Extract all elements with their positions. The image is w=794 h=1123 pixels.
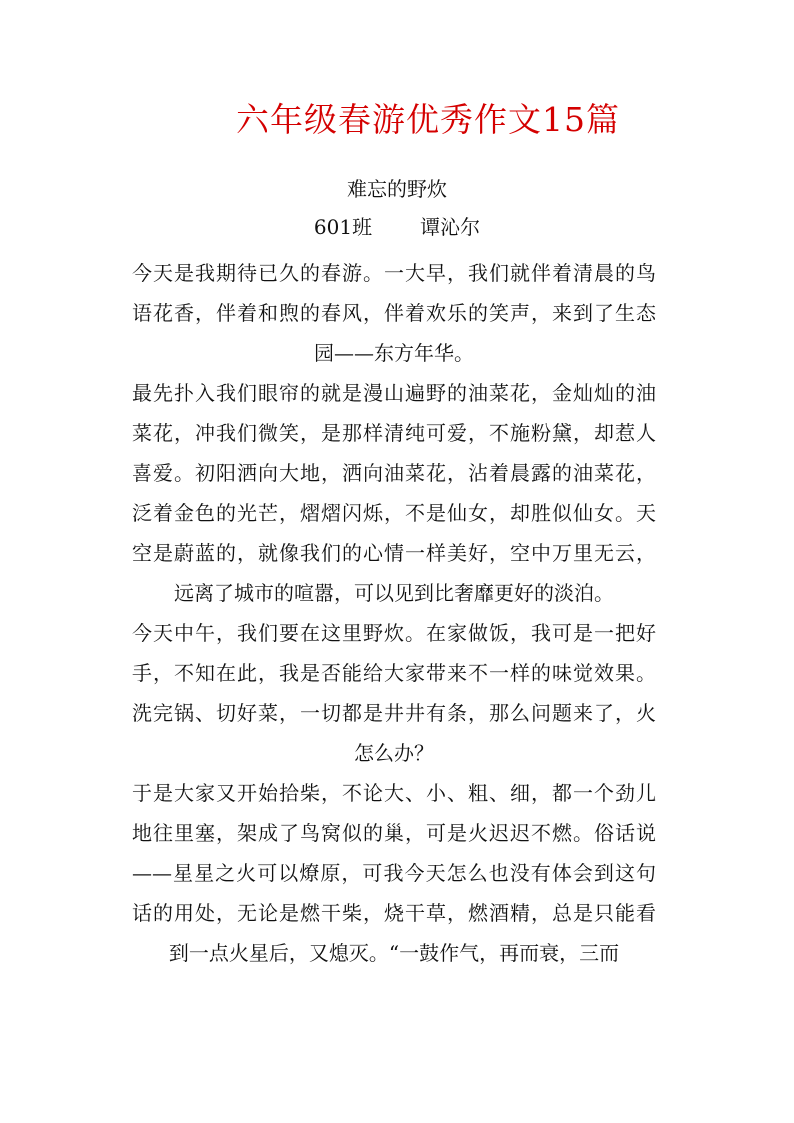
paragraph-line: ——星星之火可以燎原，可我今天怎么也没有体会到这句 <box>132 861 656 885</box>
paragraph-line: 今天中午，我们要在这里野炊。在家做饭，我可是一把好 <box>132 621 656 645</box>
paragraph-line: 远离了城市的喧嚣，可以见到比奢靡更好的淡泊。 <box>174 581 614 605</box>
paragraph-line: 泛着金色的光芒，熠熠闪烁，不是仙女，却胜似仙女。天 <box>132 501 656 525</box>
paragraph-line: 空是蔚蓝的，就像我们的心情一样美好，空中万里无云， <box>132 541 656 565</box>
paragraph-line: 于是大家又开始拾柴，不论大、小、粗、细，都一个劲儿 <box>132 781 656 805</box>
paragraph-line: 洗完锅、切好菜，一切都是井井有条，那么问题来了，火 <box>132 701 656 725</box>
paragraph-line: 最先扑入我们眼帘的就是漫山遍野的油菜花，金灿灿的油 <box>132 381 656 405</box>
paragraph-line: 手，不知在此，我是否能给大家带来不一样的味觉效果。 <box>132 661 656 685</box>
paragraph-4 <box>132 773 656 973</box>
paragraph-2 <box>132 373 656 613</box>
paragraph-line: 菜花，冲我们微笑，是那样清纯可爱，不施粉黛，却惹人 <box>132 421 656 445</box>
essay-title: 难忘的野炊 <box>347 177 447 201</box>
author-class: 601班 <box>313 215 373 239</box>
paragraph-3 <box>132 613 656 773</box>
paragraph-line: 今天是我期待已久的春游。一大早，我们就伴着清晨的鸟 <box>132 261 656 285</box>
paragraph-line: 园——东方年华。 <box>314 341 474 365</box>
paragraph-line: 语花香，伴着和煦的春风，伴着欢乐的笑声，来到了生态 <box>132 301 656 325</box>
paragraph-line: 话的用处，无论是燃干柴，烧干草，燃酒精，总是只能看 <box>132 901 656 925</box>
paragraph-line: 怎么办？ <box>354 741 434 765</box>
paragraph-line: 地往里塞，架成了鸟窝似的巢，可是火迟迟不燃。俗话说 <box>132 821 656 845</box>
document-title: 六年级春游优秀作文15篇 <box>236 100 620 139</box>
author-line <box>0 213 794 241</box>
paragraph-line: 喜爱。初阳洒向大地，洒向油菜花，沾着晨露的油菜花， <box>132 461 656 485</box>
author-name: 谭沁尔 <box>420 215 481 239</box>
paragraph-line: 到一点火星后，又熄灭。“一鼓作气，再而衰，三而 <box>168 941 620 965</box>
paragraph-1 <box>132 253 656 373</box>
